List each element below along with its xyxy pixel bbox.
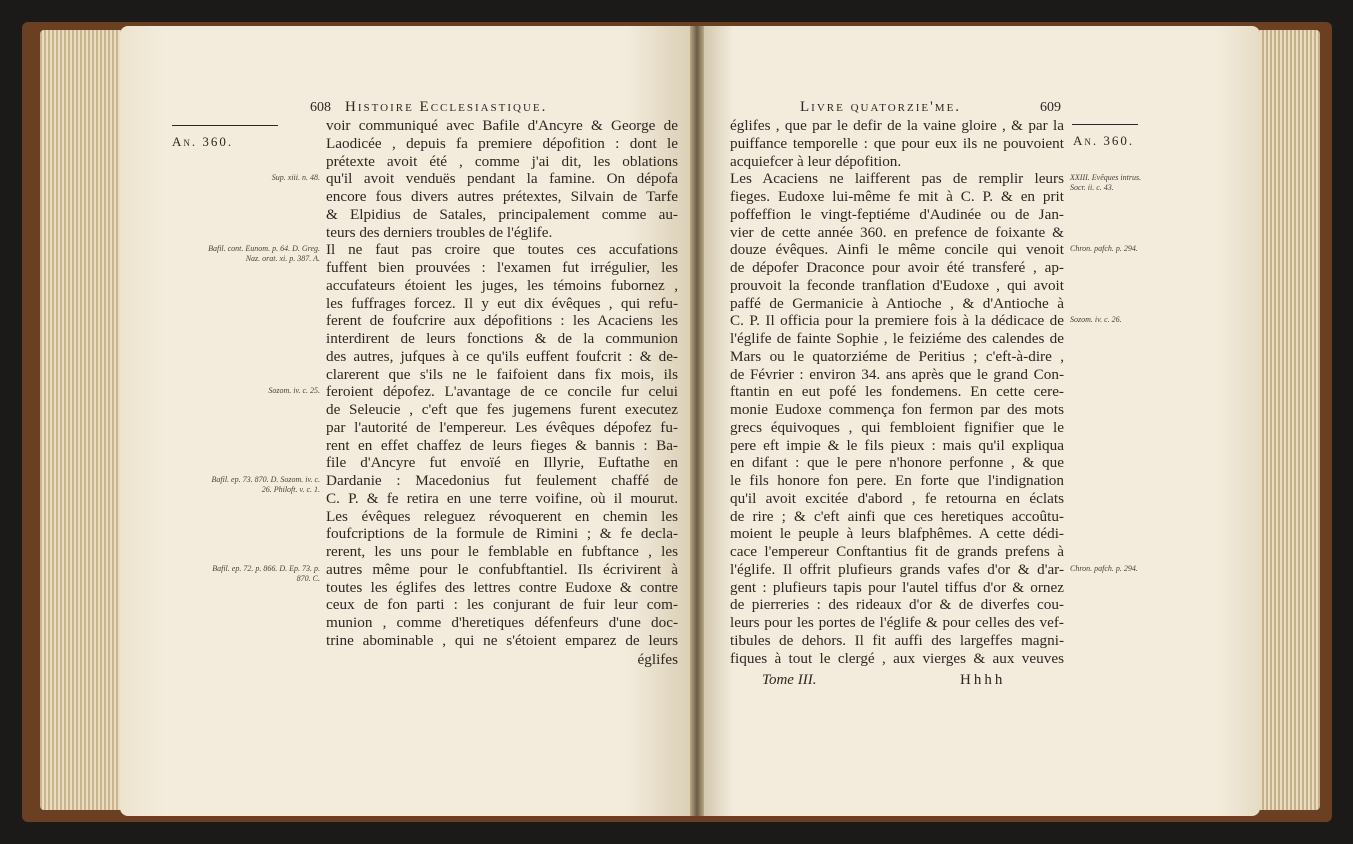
text-line: de rire ; & c'eft ainfi que ces heretiques accoûtu-	[730, 507, 1064, 525]
left-year-rule	[172, 125, 278, 126]
right-year-rule	[1072, 124, 1138, 125]
text-line: interdirent de leurs fonctions & de la communion	[326, 330, 678, 347]
margin-note: Chron. pafch. p. 294.	[1070, 244, 1138, 254]
text-line: ferent de foufcrire aux dépofitions : les Acaciens les	[326, 312, 678, 330]
text-line: l'églife de fainte Sophie , le feiziéme des calendes de	[730, 330, 1064, 347]
text-line: de Février : environ 34. ans après que le grand Con-	[730, 365, 1064, 383]
text-line: teurs des derniers troubles de l'églife.	[326, 223, 553, 241]
text-line: de dépofer Draconce pour avoir été transferé , ap-	[730, 259, 1064, 276]
margin-note: Sup. xiii. n. 48.	[271, 173, 320, 183]
text-line: qu'il avoit venduës pendant la famine. On dépofa	[326, 170, 678, 188]
text-line: poffeffion le vingt-feptiéme d'Audinée ou de Jan-	[730, 205, 1064, 223]
text-line: grecs équivoques , qui fembloient fignifier que le	[730, 418, 1064, 436]
text-line: gent : plufieurs tapis pour l'autel tiffus d'or & ornez	[730, 578, 1064, 596]
text-line: leurs pour les portes de l'églife & pour celles des vef-	[730, 614, 1064, 631]
text-line: le fils honore fon pere. En forte que l'indignation	[730, 472, 1064, 489]
text-line: cace l'empereur Conftantius fit de grands prefens à	[730, 543, 1064, 560]
left-catchword: églifes	[637, 651, 678, 668]
margin-note: Bafil. ep. 73. 870. D. Sozom. iv. c. 26. Philoft. v. c. 1.	[211, 475, 320, 494]
text-line: moient le peuple à leurs blafphêmes. A cette dédi-	[730, 525, 1064, 543]
text-line: vier de cette année 360. en prefence de foixante &	[730, 223, 1064, 241]
text-line: tibules de dehors. Il fit auffi des largeffes magni-	[730, 631, 1064, 649]
text-line: toutes les églifes des lettres contre Eudoxe & contre	[326, 578, 678, 596]
left-year-label: An. 360.	[172, 134, 234, 149]
margin-note: Sozom. iv. c. 25.	[268, 386, 320, 396]
text-line: feroient dépofez. L'avantage de ce concile fur celui	[326, 383, 678, 401]
text-line: l'églife. Il offrit plufieurs grands vafes d'or & d'ar-	[730, 560, 1064, 578]
right-running-head: Livre quatorzie'me.	[800, 99, 962, 115]
book-gutter	[690, 26, 704, 816]
right-year-label: An. 360.	[1073, 133, 1135, 148]
text-line: munion , comme d'heretiques défenfeurs d'une doc-	[326, 614, 678, 631]
text-line: file d'Ancyre fut envoïé en Illyrie, Euftathe en	[326, 454, 678, 472]
right-page-number: 609	[1040, 100, 1061, 115]
text-line: qu'il avoit excitée d'abord , fe retourna en éclats	[730, 489, 1064, 507]
text-line: Il ne faut pas croire que toutes ces accufations	[326, 241, 678, 259]
left-running-head: Histoire Ecclesiastique.	[345, 99, 548, 115]
text-line: paffé de Germanicie à Antioche , & d'Antioche à	[730, 294, 1064, 312]
text-line: accufateurs étoient les juges, les témoins fubornez ,	[326, 276, 678, 294]
text-line: de Seleucie , c'eft que fes jugemens furent executez	[326, 401, 678, 418]
text-line: églifes , que par le defir de la vaine gloire , & par la	[730, 117, 1064, 134]
text-line: ceux de fon parti : les conjurant de fuir leur com-	[326, 596, 678, 614]
margin-note: Bafil. ep. 72. p. 866. D. Ep. 73. p. 870. C.	[212, 563, 320, 583]
text-line: Laodicée , depuis fa premiere dépofition : dont le	[326, 134, 678, 152]
text-line: trine abominable , qui ne s'étoient emparez de leurs	[326, 631, 678, 649]
text-line: prouvoit la feconde tranflation d'Eudoxe , qui avoit	[730, 276, 1064, 294]
text-line: pere eft impie & le fils pieux : mais qu'il expliqua	[730, 436, 1064, 454]
text-line: fuffent bien prouvées : l'examen fut irrégulier, les	[326, 259, 678, 276]
text-line: de pierreries : des rideaux d'or & de diverfes cou-	[730, 596, 1064, 614]
margin-note: Sozom. iv. c. 26.	[1070, 315, 1122, 325]
text-line: douze évêques. Ainfi le même concile qui venoit	[730, 241, 1064, 259]
text-line: des autres, jufques à ce qu'ils euffent foufcrit : & de-	[326, 347, 678, 365]
text-line: en difant : que le pere n'honore perfonne , & que	[730, 454, 1064, 472]
text-line: fieges. Eudoxe lui-même fe mit à C. P. & en prit	[730, 188, 1064, 205]
margin-note: XXIII. Evêques intrus. Socr. ii. c. 43.	[1070, 173, 1142, 193]
text-line: fiques à tout le clergé , aux vierges & aux veuves	[730, 649, 1064, 667]
text-line: rent en effet chaffez de leurs fieges & bannis : Ba-	[326, 436, 678, 454]
left-page-number: 608	[310, 100, 331, 115]
text-line: les fuffrages forcez. Il y eut dix évêques , qui refu-	[326, 294, 678, 312]
footer-volume: Tome III.	[762, 672, 817, 688]
text-line: C. P. & fe retira en une terre voifine, où il mourut.	[326, 489, 678, 507]
text-line: autres même pour le confubftantiel. Ils écrivirent à	[326, 560, 678, 578]
text-line: Dardanie : Macedonius fut feulement chaffé de	[326, 472, 678, 489]
text-line: & Elpidius de Satales, principalement comme au-	[326, 205, 678, 223]
text-line: puiffance temporelle : que pour eux ils ne pouvoient	[730, 134, 1064, 152]
margin-note: Chron. pafch. p. 294.	[1070, 563, 1138, 573]
text-line: Mars ou le quatorziéme de Peritius ; c'eft-à-dire ,	[730, 347, 1064, 365]
text-line: acquiefcer à leur dépofition.	[730, 152, 902, 170]
text-line: rerent, les uns pour le femblable en fubftance , les	[326, 543, 678, 560]
text-line: clarerent que s'ils ne le faifoient dans fix mois, ils	[326, 365, 678, 383]
text-line: Les Acaciens ne laifferent pas de remplir leurs	[730, 170, 1064, 188]
footer-signature: Hhhh	[960, 672, 1006, 688]
text-line: par l'autorité de l'empereur. Les évêques dépofez fu-	[326, 418, 678, 436]
text-line: Les évêques releguez révoquerent en chemin les	[326, 507, 678, 525]
text-line: monie Eudoxe commença fon fermon par des mots	[730, 401, 1064, 418]
margin-note: Bafil. cont. Eunom. p. 64. D. Greg. Naz. orat. xi. p. 387. A.	[208, 244, 320, 264]
text-line: C. P. Il officia pour la premiere fois à la dédicace de	[730, 312, 1064, 330]
text-line: foufcriptions de la formule de Rimini ; & fe decla-	[326, 525, 678, 543]
text-line: prétexte avoit été , comme j'ai dit, les oblations	[326, 152, 678, 170]
text-line: voir communiqué avec Bafile d'Ancyre & George de	[326, 117, 678, 134]
text-line: ftantin en eut pofé les fondemens. En cette cere-	[730, 383, 1064, 401]
text-line: encore fous divers autres prétextes, Silvain de Tarfe	[326, 188, 678, 205]
